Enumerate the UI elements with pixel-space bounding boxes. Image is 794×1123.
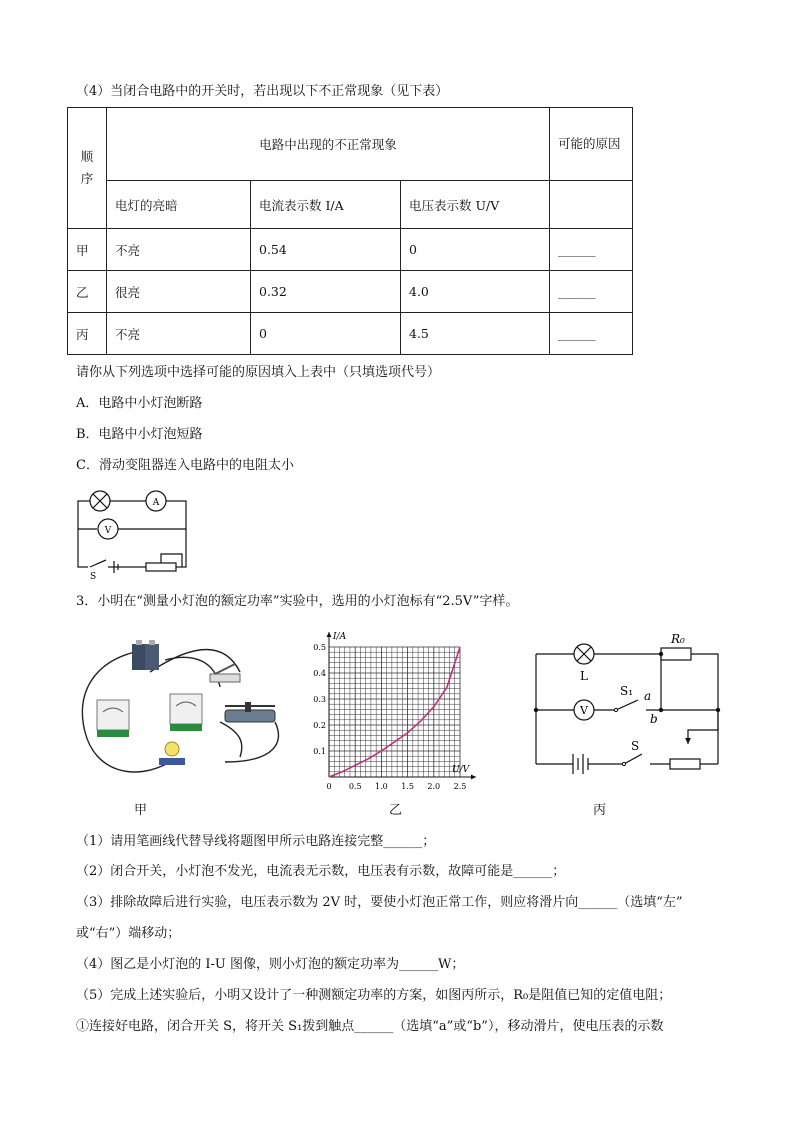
x-tick-label: 0.5 [348, 782, 362, 791]
choose-prompt: 请你从下列选项中选择可能的原因填入上表中（只填选项代号） [76, 365, 441, 380]
row-cause-blank[interactable]: ______ [550, 271, 633, 313]
rheostat-icon [225, 702, 275, 722]
x-tick-label: 2.0 [427, 782, 441, 791]
bulb-icon [159, 742, 185, 765]
question-2: （2）闭合开关，小灯泡不发光，电流表无示数，电压表有示数，故障可能是______； [76, 864, 566, 879]
option-c: C．滑动变阻器连入电路中的电阻太小 [76, 458, 294, 473]
switch-label: S [90, 572, 97, 580]
x-tick-label: 1.5 [401, 782, 414, 791]
row-voltage: 0 [401, 229, 550, 271]
voltmeter-label: V [580, 704, 588, 717]
x-tick-label: 0 [326, 782, 332, 791]
q4-intro: （4）当闭合电路中的开关时，若出现以下不正常现象（见下表） [76, 84, 449, 99]
x-tick-label: 2.5 [453, 782, 467, 791]
row-seq: 丙 [68, 313, 107, 355]
question-3: （3）排除故障后进行实验，电压表示数为 2V 时，要使小灯泡正常工作，则应将滑片向______（选填“左” [76, 895, 683, 910]
option-a: A．电路中小灯泡断路 [76, 396, 203, 411]
caption-jia: 甲 [134, 803, 148, 818]
row-seq: 乙 [68, 271, 107, 313]
y-tick-label: 0.2 [313, 721, 326, 730]
row-voltage: 4.5 [401, 313, 550, 355]
row-current: 0.54 [251, 229, 401, 271]
chart-ticks [313, 643, 466, 791]
question-5: （5）完成上述实验后，小明又设计了一种测额定功率的方案，如图丙所示，R₀是阻值已知的定值电阻； [76, 988, 672, 1003]
s1-label: S₁ [620, 684, 634, 698]
header-phenomena: 电路中出现的不正常现象 [107, 108, 550, 181]
y-tick-label: 0.5 [313, 643, 326, 652]
table-row [68, 271, 633, 313]
switch-s-label: S [631, 739, 640, 753]
chart-curve [329, 647, 460, 777]
table-row [68, 229, 633, 271]
row-current: 0.32 [251, 271, 401, 313]
table-row [68, 313, 633, 355]
battery-icon [132, 640, 159, 670]
x-axis-label: U/V [452, 765, 470, 775]
row-voltage: 4.0 [401, 271, 550, 313]
row-cause-blank[interactable]: ______ [550, 229, 633, 271]
subheader-cause-empty [550, 181, 633, 229]
q3-stem: 3．小明在“测量小灯泡的额定功率”实验中，选用的小灯泡标有“2.5V”字样。 [76, 594, 519, 609]
row-light: 很亮 [107, 271, 251, 313]
subheader-current: 电流表示数 I/A [251, 181, 401, 229]
header-seq: 顺序 [68, 108, 107, 229]
chart-grid [329, 647, 460, 777]
contact-b-label: b [650, 712, 658, 726]
x-tick-label: 1.0 [375, 782, 388, 791]
circuit-figure-c [530, 630, 730, 780]
subheader-light: 电灯的亮暗 [107, 181, 251, 229]
ammeter-label: A [152, 498, 160, 508]
question-5-step1: ①连接好电路，闭合开关 S，将开关 S₁拨到触点______（选填“a”或“b”），移动滑片，使电压表的示数 [76, 1019, 664, 1034]
question-3-cont: 或“右”）端移动； [76, 926, 181, 941]
contact-a-label: a [644, 689, 652, 703]
caption-bing: 丙 [593, 803, 607, 818]
apparatus-figure [75, 632, 290, 780]
x-axis-arrow [471, 775, 476, 780]
caption-yi: 乙 [389, 803, 403, 818]
row-light: 不亮 [107, 313, 251, 355]
option-b: B．电路中小灯泡短路 [76, 427, 203, 442]
row-cause-blank[interactable]: ______ [550, 313, 633, 355]
question-4: （4）图乙是小灯泡的 I-U 图像，则小灯泡的额定功率为______W； [76, 957, 465, 972]
lamp-label: L [580, 669, 588, 683]
y-axis-label: I/A [333, 632, 347, 642]
row-current: 0 [251, 313, 401, 355]
voltmeter-icon [97, 700, 129, 737]
y-tick-label: 0.3 [313, 695, 326, 704]
ammeter-icon [170, 694, 202, 731]
iu-chart [312, 622, 492, 792]
row-light: 不亮 [107, 229, 251, 271]
chart-axes [327, 632, 477, 780]
header-cause: 可能的原因 [550, 108, 633, 181]
y-tick-label: 0.1 [313, 747, 326, 756]
fault-table [67, 107, 633, 355]
subheader-voltage: 电压表示数 U/V [401, 181, 550, 229]
voltmeter-label: V [104, 526, 112, 536]
row-seq: 甲 [68, 229, 107, 271]
question-1: （1）请用笔画线代替导线将题图甲所示电路连接完整______； [76, 834, 436, 849]
r0-label: R₀ [671, 632, 685, 646]
y-axis-arrow [327, 632, 332, 637]
y-tick-label: 0.4 [313, 669, 326, 678]
small-circuit-diagram [70, 484, 200, 580]
